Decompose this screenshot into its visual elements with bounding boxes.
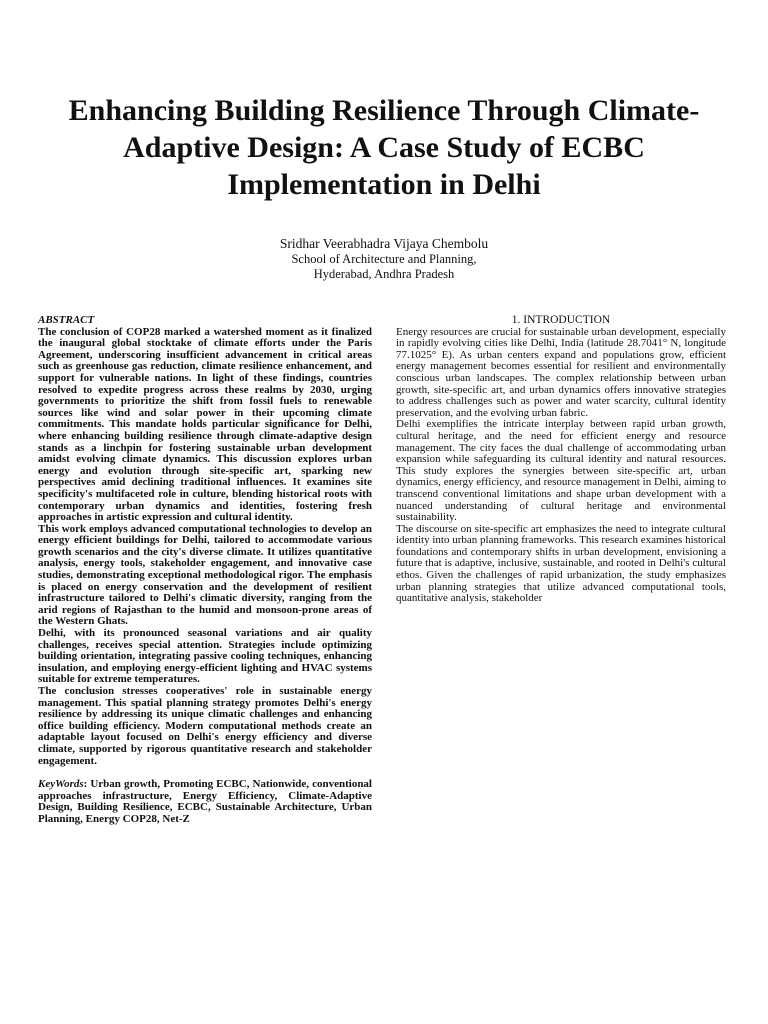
keywords-text: : Urban growth, Promoting ECBC, Nationwide, conventional approaches infrastructure, Energy Efficiency, Climate-Adaptive Design, Building Resilience, ECBC, Sustainable Architecture, Urban Planning, Energy COP28, Net-Z <box>38 778 372 825</box>
abstract-paragraph: Delhi, with its pronounced seasonal variations and air quality challenges, receives special attention. Strategies include optimizing building orientation, integrating passive cooling techniques, enhancing insulation, and employing energy-efficient lighting and HVAC systems suitable for extreme temperatures. <box>38 627 372 686</box>
keywords-label: KeyWords <box>38 778 84 791</box>
introduction-paragraph: The discourse on site-specific art emphasizes the need to integrate cultural identity into urban planning frameworks. This research examines historical foundations and contemporary shifts in urban development, envisioning a future that is adaptive, inclusive, sustainable, and rooted in Delhi's cultural ethos. Given the challenges of rapid urbanization, the study emphasizes urban planning strategies that utilize advanced computational tools, quantitative analysis, stakeholder <box>396 522 727 605</box>
author-name: Sridhar Veerabhadra Vijaya Chembolu <box>279 236 489 251</box>
introduction-heading: 1. INTRODUCTION <box>511 314 611 326</box>
keywords <box>38 779 372 825</box>
abstract-column <box>38 315 372 826</box>
abstract-heading: ABSTRACT <box>38 314 95 326</box>
author-block <box>150 236 618 282</box>
abstract-paragraph: The conclusion stresses cooperatives' role in sustainable energy management. This spatial planning strategy promotes Delhi's energy resilience by addressing its unique climatic challenges and enhancing office building efficiency. Modern computational methods create an adaptable layout focused on Delhi's energy efficiency and diverse climate, supported by rigorous quantitative research and stakeholder engagement. <box>38 685 372 767</box>
abstract-paragraph: This work employs advanced computational technologies to develop an energy efficient buildings for Delhi, tailored to accommodate various growth scenarios and the city's diverse climate. It utilizes quantitative analysis, energy tools, stakeholder engagement, and innovative case studies, demonstrating exceptional methodological rigor. The emphasis is placed on energy conservation and the development of resilient infrastructure tailored to Delhi's climatic diversity, ranging from the arid regions of Rajasthan to the humid and monsoon-prone areas of the Western Ghats. <box>38 522 372 628</box>
introduction-paragraph: Delhi exemplifies the intricate interplay between rapid urban growth, cultural heritage, and the need for efficient energy and resource management. The city faces the dual challenge of accommodating urban expansion while safeguarding its cultural identity and natural resources. This study explores the synergies between site-specific art, urban dynamics, energy efficiency, and resource management in Delhi, aiming to transcend conventional limitations and shape urban development with a nuanced understanding of cultural heritage and environmental sustainability. <box>396 418 726 524</box>
affiliation-line-1: School of Architecture and Planning, <box>291 252 477 266</box>
introduction-paragraph: Energy resources are crucial for sustainable urban development, especially in rapidly evolving cities like Delhi, India (latitude 28.7041° N, longitude 77.1025° E). As urban centers expand and populations grow, efficient energy management becomes essential for resilient and environmentally conscious urban landscapes. The complex relationship between urban growth, site-specific art, and urban dynamics offers innovative strategies to address challenges such as power and water scarcity, cultural identity preservation, and the evolving urban fabric. <box>396 325 726 419</box>
abstract-paragraph: The conclusion of COP28 marked a watershed moment as it finalized the inaugural global stocktake of climate efforts under the Paris Agreement, underscoring insufficient advancement in critical areas such as greenhouse gas reduction, climate resilience enhancement, and support for vulnerable nations. In light of these findings, countries resolved to expedite progress across these realms by 2030, urging governments to prioritize the shift from fossil fuels to renewable sources like wind and solar power in their upcoming climate commitments. This mandate holds particular significance for Delhi, where enhancing building resilience through climate-adaptive design stands as a linchpin for fostering sustainable urban development amidst evolving climate dynamics. This discussion explores urban energy and evolution through site-specific art, sparking new perspectives amid declining traditional influences. It examines site specificity's multifaceted role in culture, blending historical roots with contemporary urban dynamics and identities, fostering fresh approaches in artistic expression and cultural identity. <box>38 325 372 524</box>
affiliation-line-2: Hyderabad, Andhra Pradesh <box>313 267 455 281</box>
paper-title: Enhancing Building Resilience Through Climate-Adaptive Design: A Case Study of ECBC Implementation in Delhi <box>68 94 700 201</box>
introduction-column <box>396 315 726 605</box>
